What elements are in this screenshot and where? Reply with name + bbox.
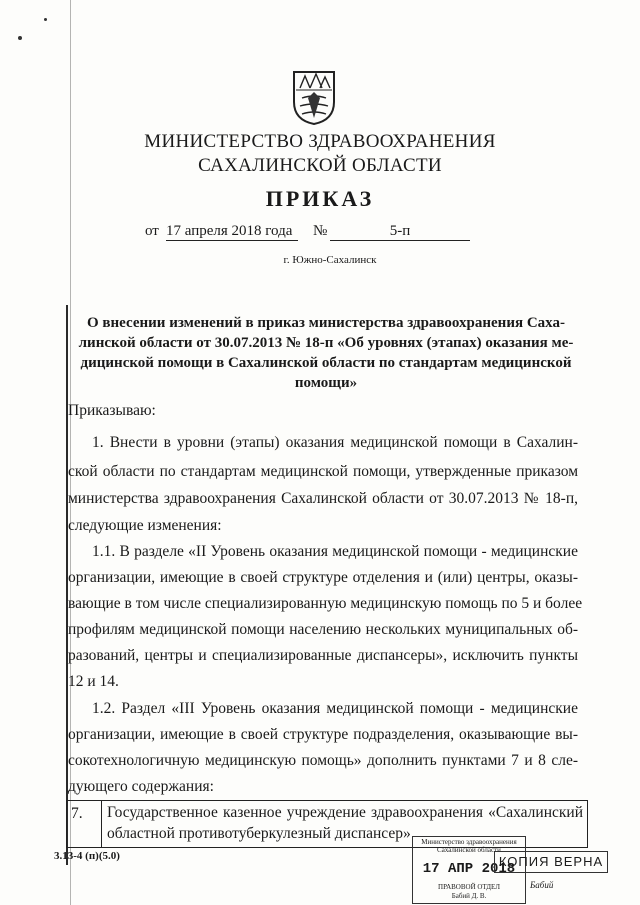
title-line: О внесении изменений в приказ министерства здравоохранения Саха- — [87, 315, 565, 331]
title-line: линской области от 30.07.2013 № 18-п «Об уровнях (этапах) оказания ме- — [78, 335, 574, 351]
stamp-department: ПРАВОВОЙ ОТДЕЛ — [438, 883, 500, 891]
title-line: помощи» — [294, 375, 358, 391]
scan-speck — [18, 36, 22, 40]
stamp-name: Бабий Д. В. — [451, 892, 487, 900]
order-title — [74, 313, 578, 393]
document-type: ПРИКАЗ — [265, 186, 375, 211]
order-number: 5-п — [330, 223, 470, 241]
paragraph-1-1-line: разований, центры и специализированные диспансеры», исключить пункты — [68, 647, 578, 664]
date-prefix: от — [145, 223, 159, 239]
stamp-org-line: Сахалинской области — [437, 846, 501, 854]
table-num-cell — [67, 801, 102, 847]
order-word: Приказываю: — [68, 402, 156, 419]
stamp-org-line: Министерство здравоохранения — [421, 838, 517, 846]
paragraph-1-2-line: 1.2. Раздел «III Уровень оказания медицинской помощи - медицинские — [92, 700, 578, 717]
city: г. Южно-Сахалинск — [283, 254, 377, 266]
paragraph-1-1-line: 12 и 14. — [68, 673, 119, 690]
paragraph-1-2-line: дующего содержания: — [68, 778, 214, 795]
title-line: дицинской помощи в Сахалинской области по стандартам медицинской — [80, 355, 572, 371]
copy-stamp-text: КОПИЯ ВЕРНА — [498, 854, 604, 869]
paragraph-1-2-line: сокотехнологичную медицинскую помощь» дополнить пунктами 7 и 8 сле- — [68, 752, 578, 769]
ministry-line2: САХАЛИНСКОЙ ОБЛАСТИ — [198, 155, 442, 176]
ministry-name — [0, 130, 640, 178]
paragraph-1-line: следующие изменения: — [68, 517, 222, 534]
paragraph-1-line: ской области по стандартам медицинской помощи, утвержденные приказом — [68, 463, 578, 480]
ministry-line1: МИНИСТЕРСТВО ЗДРАВООХРАНЕНИЯ — [144, 131, 496, 152]
table-row-number: 7. — [71, 805, 83, 822]
paragraph-1-2-line: организации, имеющие в своей структуре подразделения, оказывающие вы- — [68, 726, 578, 743]
paragraph-1-1-line: 1.1. В разделе «II Уровень оказания медицинской помощи - медицинские — [92, 543, 578, 560]
copy-certified-stamp — [494, 851, 608, 873]
paragraph-1-1-line: вающие в том числе специализированную медицинскую помощь по 5 и более — [68, 595, 583, 612]
number-sign: № — [313, 223, 328, 239]
paragraph-1-1-line: организации, имеющие в своей структуре отделения и (или) центры, оказы- — [68, 569, 578, 586]
stamp-date: 17 АПР 2018 — [422, 861, 516, 877]
order-date: 17 апреля 2018 года — [166, 223, 298, 241]
table-row-text-line: областной противотуберкулезный диспансер» — [107, 825, 411, 842]
paragraph-1-line: 1. Внести в уровни (этапы) оказания медицинской помощи в Сахалин- — [92, 434, 578, 451]
table-row-text-line: Государственное казенное учреждение здравоохранения «Сахалинский — [107, 804, 583, 821]
paragraph-1-line: министерства здравоохранения Сахалинской области от 30.07.2013 № 18-п, — [68, 490, 578, 507]
scan-speck — [44, 18, 47, 21]
coat-of-arms-emblem — [290, 68, 338, 126]
form-code: 3.13-4 (п)(5.0) — [54, 850, 120, 862]
signature: Бабий — [530, 880, 554, 890]
paragraph-1-1-line: профилям медицинской помощи населению нескольких муниципальных об- — [68, 621, 578, 638]
